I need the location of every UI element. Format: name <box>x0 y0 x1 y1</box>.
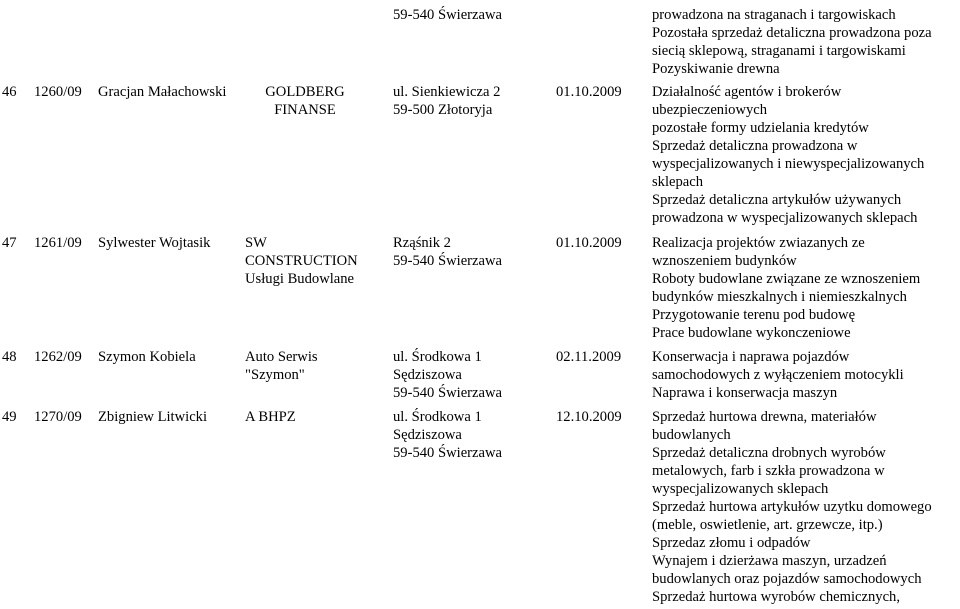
activity-line: Naprawa i konserwacja maszyn <box>652 385 838 401</box>
activity-line: Realizacja projektów zwiazanych ze <box>652 235 865 251</box>
activity-line: samochodowych z wyłączeniem motocykli <box>652 367 904 383</box>
activity-line: Sprzedaż hurtowa drewna, materiałów <box>652 409 877 425</box>
activity-line: Prace budowlane wykonczeniowe <box>652 325 851 341</box>
address: ul. Środkowa 1 Sędziszowa 59-540 Świerzawa <box>393 409 503 461</box>
activity-line: Sprzedaż detaliczna drobnych wyrobów <box>652 445 886 461</box>
activity-line: sklepach <box>652 174 704 190</box>
row-number: 47 <box>2 235 17 251</box>
activity-line: Pozostała sprzedaż detaliczna prowadzona poza <box>652 25 932 41</box>
activity-line: metalowych, farb i szkła prowadzona w <box>652 463 885 479</box>
top-activity-list <box>652 6 932 78</box>
registration-number: 1260/09 <box>34 84 82 100</box>
activity-line: wyspecjalizowanych i niewyspecjalizowanych <box>652 156 925 172</box>
start-date: 02.11.2009 <box>556 349 622 365</box>
activity-list <box>652 348 904 402</box>
address: ul. Sienkiewicza 2 59-500 Złotoryja <box>393 84 501 118</box>
owner-name: Gracjan Małachowski <box>98 84 227 100</box>
activity-line: Sprzedaż hurtowa wyrobów chemicznych, <box>652 589 901 605</box>
firm-name: A BHPZ <box>245 409 296 425</box>
row-number: 46 <box>2 84 17 100</box>
activity-line: Przygotowanie terenu pod budowę <box>652 307 856 323</box>
start-date: 01.10.2009 <box>556 84 622 100</box>
registration-number: 1262/09 <box>34 349 82 365</box>
owner-name: Sylwester Wojtasik <box>98 235 211 251</box>
activity-line: budowlanych <box>652 427 731 443</box>
owner-name: Zbigniew Litwicki <box>98 409 208 425</box>
activity-line: (meble, oswietlenie, art. grzewcze, itp.) <box>652 517 883 533</box>
address: Rząśnik 2 59-540 Świerzawa <box>393 235 503 269</box>
activity-list <box>652 234 920 342</box>
activity-line: ubezpieczeniowych <box>652 102 768 118</box>
activity-line: Sprzedaż detaliczna artykułów używanych <box>652 192 902 208</box>
activity-line: siecią sklepową, straganami i targowiskami <box>652 43 906 59</box>
activity-line: wznoszeniem budynków <box>652 253 797 269</box>
activity-line: Pozyskiwanie drewna <box>652 61 780 77</box>
activity-line: budynków mieszkalnych i niemieszkalnych <box>652 289 907 305</box>
row-number: 49 <box>2 409 17 425</box>
activity-line: Roboty budowlane związane ze wznoszeniem <box>652 271 921 287</box>
start-date: 01.10.2009 <box>556 235 622 251</box>
activity-line: wyspecjalizowanych sklepach <box>652 481 829 497</box>
firm-name: Auto Serwis "Szymon" <box>245 349 318 383</box>
row-number: 48 <box>2 349 17 365</box>
activity-line: budowlanych oraz pojazdów samochodowych <box>652 571 922 587</box>
firm-name: GOLDBERG FINANSE <box>265 84 345 118</box>
registration-number: 1270/09 <box>34 409 82 425</box>
activity-line: Wynajem i dzierżawa maszyn, urzadzeń <box>652 553 887 569</box>
start-date: 12.10.2009 <box>556 409 622 425</box>
activity-line: prowadzona na straganach i targowiskach <box>652 7 896 23</box>
activity-line: Sprzedaż detaliczna prowadzona w <box>652 138 858 154</box>
activity-list <box>652 83 924 227</box>
activity-line: Sprzedaż hurtowa artykułów uzytku domowego <box>652 499 932 515</box>
activity-line: prowadzona w wyspecjalizowanych sklepach <box>652 210 918 226</box>
owner-name: Szymon Kobiela <box>98 349 196 365</box>
activity-line: Konserwacja i naprawa pojazdów <box>652 349 850 365</box>
top-address-tail: 59-540 Świerzawa <box>393 7 503 23</box>
activity-list <box>652 408 932 606</box>
activity-line: Sprzedaz złomu i odpadów <box>652 535 811 551</box>
firm-name: SW CONSTRUCTION Usługi Budowlane <box>245 235 358 287</box>
activity-line: Działalność agentów i brokerów <box>652 84 842 100</box>
address: ul. Środkowa 1 Sędziszowa 59-540 Świerzawa <box>393 349 503 401</box>
registration-number: 1261/09 <box>34 235 82 251</box>
activity-line: pozostałe formy udzielania kredytów <box>652 120 869 136</box>
